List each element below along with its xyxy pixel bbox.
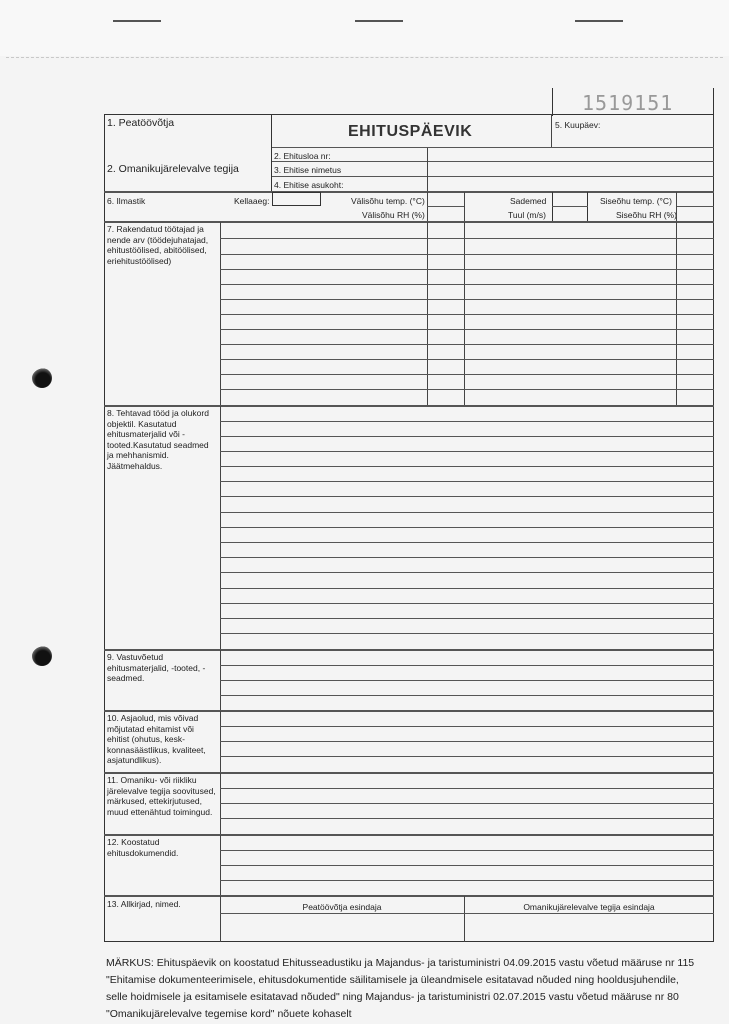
s9-row [220,695,714,696]
signature-field-supervisor[interactable] [465,914,713,941]
signature-contractor-label: Peatöövõtja esindaja [302,902,382,912]
s8-row [220,527,714,528]
signature-field-contractor[interactable] [221,914,463,941]
permit-rule [272,161,714,162]
note-line-4: "Omanikujärelevalve tegemise kord" nõuete kohaselt [106,1008,352,1020]
s8-col-1 [220,406,221,650]
precipitation-label: Sademed [510,196,547,206]
signature-supervisor-label: Omanikujärelevalve tegija esindaja [523,902,655,912]
address-label: 4. Ehitise asukoht: [274,180,344,190]
s7-row [220,374,714,375]
s9-bottom-rule [104,710,714,712]
weather-div-1 [427,192,428,222]
section-12-label: 12. Koostatud ehitusdokumendid. [107,837,179,858]
s8-row [220,603,714,604]
s7-row [220,344,714,345]
s8-row [220,618,714,619]
punch-hole-top [32,368,52,388]
header-value-divider [427,148,428,192]
strip-mark-right [575,20,623,22]
s12-row [220,865,714,866]
s12-row [220,880,714,881]
s8-row [220,421,714,422]
punch-hole-bottom [32,646,52,666]
weather-div-3 [676,192,677,222]
s8-row [220,542,714,543]
perforation-line [6,57,723,58]
binding-strip [0,0,729,56]
s10-bottom-rule [104,772,714,774]
wind-label: Tuul (m/s) [508,210,546,220]
s8-row [220,466,714,467]
s8-row [220,496,714,497]
date-label: 5. Kuupäev: [555,120,601,130]
s11-bottom-rule [104,834,714,836]
building-name-label: 3. Ehitise nimetus [274,165,342,175]
s11-row [220,803,714,804]
weather-label: 6. Ilmastik [107,196,146,206]
note-line-3: selle hoidmisele ja esitamisele esitatavad nõuded" ning Majandus- ja taristuministri 02.07.2015 vastu võetud määruse nr 80 [106,991,679,1003]
s8-row [220,436,714,437]
s7-row [220,314,714,315]
note-line-1: MÄRKUS: Ehituspäevik on koostatud Ehitusseadustiku ja Majandus- ja taristuministri 04.09.2015 vastu võetud määruse nr 115 [106,957,695,969]
serial-number: 1519151 [582,91,674,115]
diary-form [104,114,714,942]
header-bottom-rule [104,191,714,193]
supervisor-label: 2. Omanikujärelevalve tegija [107,163,239,175]
section-8-label: 8. Tehtavad tööd ja olukord objektil. Kasutatud ehitusmaterjalid või -tooted.Kasutatud seadmed ja mehhanismid. Jäätmehaldus. [107,408,209,471]
s8-row [220,512,714,513]
indoor-rh-label: Siseõhu RH (%) [616,210,677,220]
time-field[interactable] [272,192,321,206]
s7-row [220,238,714,239]
weather-bottom-rule [104,221,714,223]
weather-div-2 [464,192,465,222]
permit-label: 2. Ehitusloa nr: [274,151,331,161]
outdoor-temp-label: Välisõhu temp. (°C) [351,196,425,206]
section-13-label: 13. Allkirjad, nimed. [107,899,181,909]
s9-row [220,665,714,666]
header-divider-date [551,114,552,148]
weather-mid-rule-b [552,206,588,207]
s8-row [220,588,714,589]
s7-row [220,359,714,360]
s12-bottom-rule [104,895,714,897]
s12-row [220,850,714,851]
s9-row [220,680,714,681]
s7-bottom-rule [104,405,714,407]
s8-bottom-rule [104,649,714,651]
s7-row [220,299,714,300]
s8-row [220,451,714,452]
weather-mid-rule-c [676,206,714,207]
s10-row [220,726,714,727]
weather-mid-rule-a [427,206,464,207]
outdoor-rh-label: Välisõhu RH (%) [362,210,425,220]
section-11-label: 11. Omaniku- või riikliku järelevalve tegija soovitused, märkused, ettekirjutused, muud ettenähtud toimingud. [107,775,216,817]
s7-row [220,329,714,330]
name-rule [272,176,714,177]
indoor-temp-label: Siseõhu temp. (°C) [600,196,672,206]
section-9-label: 9. Vastuvõetud ehitusmaterjalid, -tooted, -seadmed. [107,652,206,683]
s11-row [220,788,714,789]
strip-mark-left [113,20,161,22]
s7-row [220,254,714,255]
regulation-note [106,955,716,1023]
time-label: Kellaaeg: [234,196,270,206]
header-rule [272,147,714,148]
s11-row [220,818,714,819]
s7-row [220,284,714,285]
section-10-label: 10. Asjaolud, mis võivad mõjutatad ehitamist või ehitist (ohutus, kesk-konnasäästlikus, kvaliteet, asjatundlikus). [107,713,206,765]
note-line-2: "Ehitamise dokumenteerimisele, ehitusdokumentide säilitamisele ja üleandmisele esitatavad nõuded ning hooldusjuhendile, [106,974,679,986]
s7-row [220,269,714,270]
s8-row [220,557,714,558]
precip-wind-field[interactable] [552,192,588,222]
s8-row [220,481,714,482]
s8-row [220,633,714,634]
contractor-label: 1. Peatöövõtja [107,117,175,129]
s10-row [220,756,714,757]
strip-mark-center [355,20,403,22]
page-title: EHITUSPÄEVIK [348,123,473,140]
s8-row [220,572,714,573]
s10-row [220,741,714,742]
section-7-label: 7. Rakendatud töötajad ja nende arv (töödejuhatajad, ehitustöölised, abitöölised, eriehitustöölised) [107,224,209,266]
s7-row [220,389,714,390]
